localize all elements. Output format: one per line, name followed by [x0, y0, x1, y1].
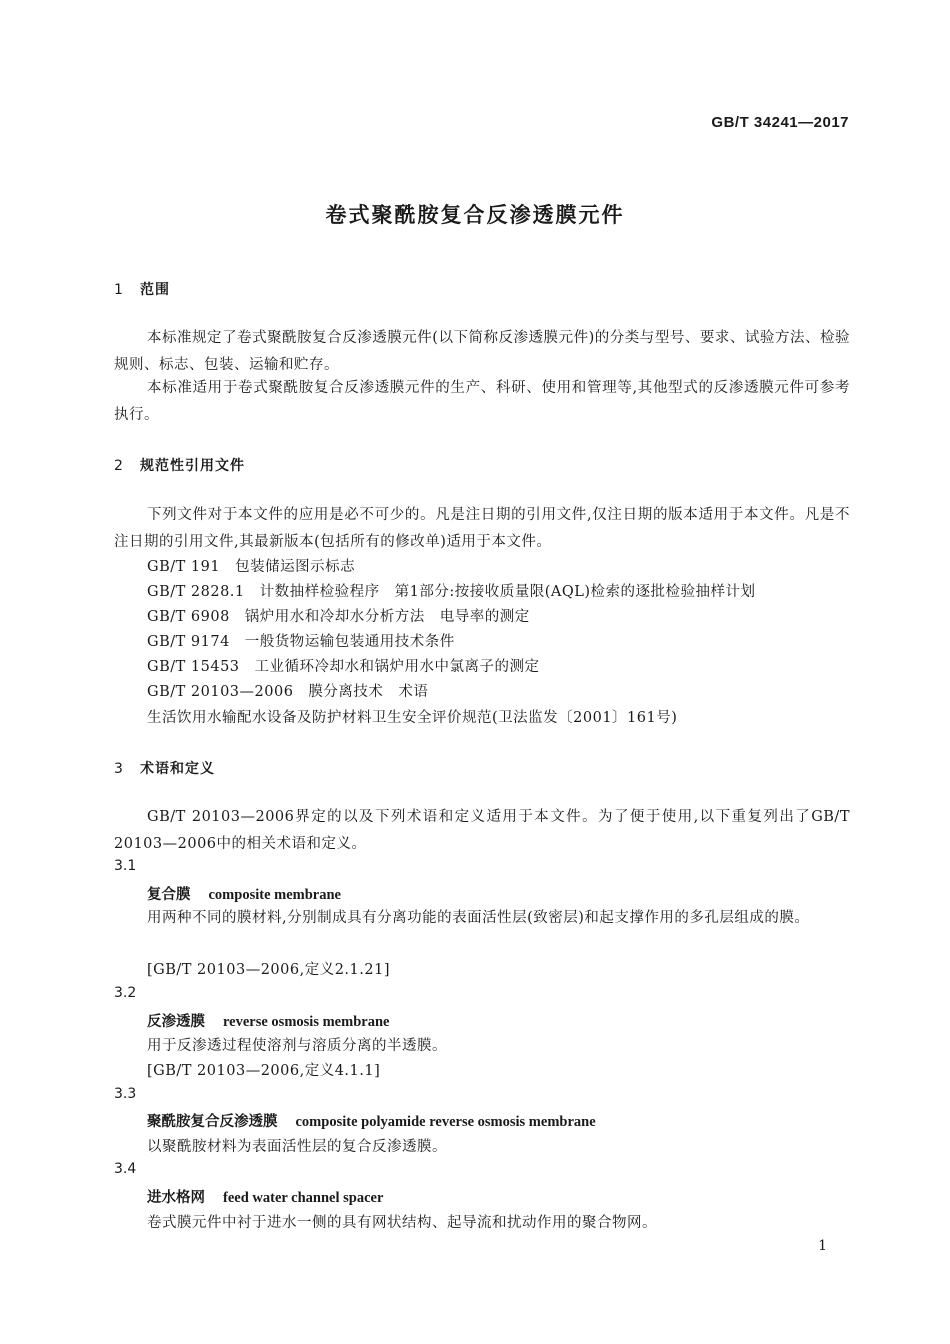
term-english: composite membrane [208, 887, 341, 903]
section-number: 1 [114, 282, 124, 298]
section-3-heading [114, 758, 215, 778]
section-title: 规范性引用文件 [140, 458, 245, 474]
term-definition: 以聚酰胺材料为表面活性层的复合反渗透膜。 [147, 1139, 447, 1155]
term-definition: 用于反渗透过程使溶剂与溶质分离的半透膜。 [147, 1038, 447, 1054]
term-chinese: 复合膜 [147, 887, 191, 903]
term-heading [147, 1010, 389, 1031]
term-chinese: 进水格网 [147, 1190, 205, 1206]
reference-item: GB/T 6908 锅炉用水和冷却水分析方法 电导率的测定 [147, 609, 530, 625]
term-english: reverse osmosis membrane [223, 1014, 390, 1030]
reference-item: GB/T 191 包装储运图示标志 [147, 559, 356, 575]
section-title: 术语和定义 [140, 761, 215, 777]
section-1-heading [114, 279, 170, 299]
term-source: [GB/T 20103—2006,定义2.1.21] [147, 962, 390, 978]
term-heading [147, 883, 341, 904]
term-number: 3.1 [114, 858, 137, 874]
term-number: 3.3 [114, 1086, 137, 1102]
section-1-paragraph-1: 本标准规定了卷式聚酰胺复合反渗透膜元件(以下简称反渗透膜元件)的分类与型号、要求、试验方法、检验规则、标志、包装、运输和贮存。 [114, 330, 850, 373]
term-number: 3.2 [114, 985, 137, 1001]
section-2-heading [114, 455, 245, 475]
term-heading [147, 1110, 596, 1131]
term-chinese: 反渗透膜 [147, 1014, 205, 1030]
section-title: 范围 [140, 282, 170, 298]
reference-item: GB/T 9174 一般货物运输包装通用技术条件 [147, 634, 455, 650]
reference-item: GB/T 15453 工业循环冷却水和锅炉用水中氯离子的测定 [147, 659, 540, 675]
section-1-paragraph-2: 本标准适用于卷式聚酰胺复合反渗透膜元件的生产、科研、使用和管理等,其他型式的反渗透膜元件可参考执行。 [114, 380, 850, 423]
page-number: 1 [818, 1238, 827, 1254]
section-2-intro: 下列文件对于本文件的应用是必不可少的。凡是注日期的引用文件,仅注日期的版本适用于本文件。凡是不注日期的引用文件,其最新版本(包括所有的修改单)适用于本文件。 [114, 507, 850, 550]
term-number: 3.4 [114, 1161, 137, 1177]
standard-code: GB/T 34241—2017 [711, 114, 849, 131]
section-number: 2 [114, 458, 124, 474]
document-title: 卷式聚酰胺复合反渗透膜元件 [325, 203, 625, 227]
term-chinese: 聚酰胺复合反渗透膜 [147, 1114, 278, 1130]
term-source: [GB/T 20103—2006,定义4.1.1] [147, 1063, 381, 1079]
section-3-intro: GB/T 20103—2006界定的以及下列术语和定义适用于本文件。为了便于使用,以下重复列出了GB/T 20103—2006中的相关术语和定义。 [114, 809, 850, 852]
term-definition: 用两种不同的膜材料,分别制成具有分离功能的表面活性层(致密层)和起支撑作用的多孔层组成的膜。 [147, 910, 810, 926]
section-number: 3 [114, 761, 124, 777]
term-english: feed water channel spacer [223, 1190, 384, 1206]
reference-item: 生活饮用水输配水设备及防护材料卫生安全评价规范(卫法监发〔2001〕161号) [147, 710, 678, 726]
reference-item: GB/T 20103—2006 膜分离技术 术语 [147, 684, 429, 700]
term-english: composite polyamide reverse osmosis membrane [295, 1114, 596, 1130]
reference-item: GB/T 2828.1 计数抽样检验程序 第1部分:按接收质量限(AQL)检索的逐批检验抽样计划 [147, 584, 756, 600]
term-definition: 卷式膜元件中衬于进水一侧的具有网状结构、起导流和扰动作用的聚合物网。 [147, 1215, 657, 1231]
term-heading [147, 1186, 383, 1207]
